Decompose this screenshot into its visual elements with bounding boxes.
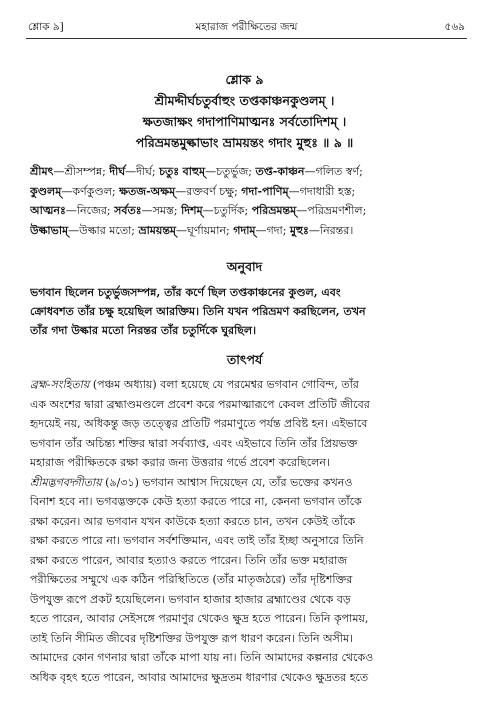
header-verse-ref: শ্লোক ৯] [28,21,64,33]
synonym-term: সর্বতঃ [114,204,142,217]
synonym-term: গদাম্ [233,223,256,237]
synonym-term: বাহুম্ [182,165,206,178]
synonym-line [30,222,460,241]
synonym-line [30,163,460,182]
text-segment: পরীক্ষিতের সম্মুখে এক কঠিন পরিস্থিতিতে (তাঁর মাতৃজঠরে) তাঁর দৃষ্টিশক্তির [30,573,353,586]
text-segment: —কর্ণকুণ্ডল; [61,184,120,198]
text-segment: —পরিভ্রমণশীল; [296,204,367,217]
synonym-term: কুণ্ডলম্ [30,184,62,198]
translation-line: ভগবান ছিলেন চতুর্ভুজসম্পন্ন, তাঁর কর্ণে ছিল তপ্তকাঞ্চনের কুণ্ডল, এবং [30,286,341,299]
synonym-term: মুহুঃ [289,223,309,237]
purport-line [30,435,460,454]
synonym-term: তপ্ত-কাঞ্চন [255,165,305,178]
purport-line [30,513,460,532]
running-header [28,20,465,36]
verse-line: শ্রীমদ্দীর্ঘচতুর্বাহুং তপ্তকাঞ্চনকুণ্ডলম্ । [154,93,335,108]
purport-line [30,649,460,668]
synonym-term: আত্মনঃ [30,204,66,217]
text-segment: উপযুক্ত রূপে প্রকট হয়েছিলেন। ভগবান হাজার হাজার ব্রহ্মাণ্ডের থেকে বড় [30,592,351,606]
text-segment: —নিজের; [65,204,115,217]
verse-line: পরিভ্রমন্তমুল্কাভাং ভ্রাময়ন্তং গদাং মুহুঃ ॥ ৯ ॥ [135,135,354,150]
text-segment: (পঞ্চম অধ্যায়) বলা হয়েছে যে পরমেশ্বর ভগবান গোবিন্দ, তাঁর [89,378,359,391]
text-segment: —চতুর্দিক; [202,204,252,217]
text-segment: —ঘূর্ণায়মান; [176,223,234,237]
text-segment: তাই তিনি সীমিত জীবের দৃষ্টিশক্তির উপযুক্ত রূপ ধারণ করেন। তিনি অসীম। [30,631,354,645]
text-segment: —দীর্ঘ; [125,165,160,178]
text-segment: ভগবান তাঁর অচিন্ত্য শক্তির দ্বারা সর্বব্যাপ্ত, এবং এইভাবে তিনি তাঁর প্রিয়ভক্ত [30,436,358,450]
verse-heading: শ্লোক ৯ [225,72,264,87]
text-segment: মহারাজ পরীক্ষিতকে রক্ষা করার জন্য উত্তরার গর্ভে প্রবেশ করেছিলেন। [30,456,330,469]
purport-line [30,552,460,571]
text-segment: রক্ষা করেন। আর ভগবান যখন কাউকে হত্যা করতে চান, তখন কেউই তাঁকে [30,514,356,528]
text-segment: বিনাশ হবে না। ভগবদ্ভক্তকে কেউ হত্যা করতে পারে না, কেননা ভগবান তাঁকে [30,495,362,508]
purport-heading: তাৎপর্য [226,352,263,367]
text-segment: —গদা; [255,223,290,237]
scripture-reference: ব্রহ্ম-সংহিতায় [30,378,90,391]
text-segment: আমাদের কোন গণনার দ্বারা তাঁকে মাপা যায় না। তিনি আমাদের কল্পনার থেকেও [30,651,374,664]
text-segment: —রক্তবর্ণ চক্ষু; [175,184,242,198]
purport-line [30,396,460,415]
text-segment: হতে পারেন, আবার সেইসঙ্গে পরমাণুর থেকেও ক্ষুদ্র হতে পারেন। তিনি কৃপাময়, [30,612,369,625]
purport-line [30,630,460,649]
purport-line [30,474,460,493]
synonym-line [30,202,460,221]
translation-line: তাঁর গদা উল্কার মতো নিরন্তর তাঁর চতুর্দিকে ঘুরছিল। [30,324,257,337]
text-segment: রক্ষা করতে পারে না। ভগবান সর্বশক্তিমান, এবং তাই তাঁর ইচ্ছা অনুসারে তিনি [30,534,364,547]
synonym-term: শ্রীমৎ [30,165,54,178]
text-segment: এক অংশের দ্বারা ব্রহ্মাণ্ডমণ্ডলে প্রবেশ করে পরমাত্মারূপে কেবল প্রতিটি জীবের [30,397,370,411]
synonym-term: গদা-পাণিম্ [241,184,289,198]
page-number: ৫৬৯ [444,21,465,33]
purport-line [30,376,460,395]
text-segment: অধিক বৃহৎ হতে পারেন, আবার আমাদের ক্ষুদ্রতম ধারণার থেকেও ক্ষুদ্রতর হতে [30,670,369,684]
text-segment: (৯/৩১) ভগবান আশ্বাস দিয়েছেন যে, তাঁর ভক্তের কখনও [101,475,353,489]
text-segment: —নিরন্তর। [308,223,354,237]
purport-line [30,415,460,434]
text-segment: —উল্কার মতো; [68,223,139,237]
synonym-line [30,183,460,202]
purport-line [30,571,460,590]
synonym-term: পরিভ্রমন্তম্ [251,204,297,217]
synonym-term: দিশম্ [181,204,203,217]
text-segment: —সমস্ত; [141,204,182,217]
header-rule [26,38,467,39]
synonym-term: চতুঃ [159,165,180,178]
header-chapter-title: মহারাজ পরীক্ষিতের জন্ম [195,21,298,33]
synonym-term: ভ্রাময়ন্তম্ [138,223,177,237]
purport-line [30,454,460,473]
text-segment: হৃদয়েই নয়, অধিকন্তু জড় তত্ত্বের প্রতিটি পরমাণুতে পর্যন্ত প্রবিষ্ট হন। এইভাবে [30,417,368,430]
translation-heading: অনুবাদ [226,259,263,274]
text-segment: —গলিত স্বর্ণ; [304,165,363,178]
text-segment: রক্ষা করতে পারেন, আবার হত্যাও করতে পারেন। তিনি তাঁর ভক্ত মহারাজ [30,553,348,567]
purport-line [30,610,460,629]
text-segment: —শ্রীসম্পন্ন; [53,165,110,178]
verse-line: ক্ষতজাক্ষং গদাপাণিমাত্মনঃ সর্বতোদিশম্ । [142,114,347,129]
translation-line: ক্রোধবশত তাঁর চক্ষু হয়েছিল আরক্তিম। তিনি যখন পরিভ্রমণ করছিলেন, তখন [30,305,366,318]
scripture-reference: শ্রীমদ্ভগবদ্গীতায় [30,475,102,489]
purport-line [30,532,460,551]
purport-line [30,493,460,512]
purport-line [30,591,460,610]
text-segment: —গদাধারী হস্ত; [288,184,356,198]
text-segment: —চতুর্ভুজ; [205,165,256,178]
synonym-term: দীর্ঘ [109,165,126,178]
synonym-term: ক্ষতজ-অক্ষম্ [119,184,176,198]
synonym-term: উল্কাভাম্ [30,223,69,237]
purport-line [30,669,460,688]
